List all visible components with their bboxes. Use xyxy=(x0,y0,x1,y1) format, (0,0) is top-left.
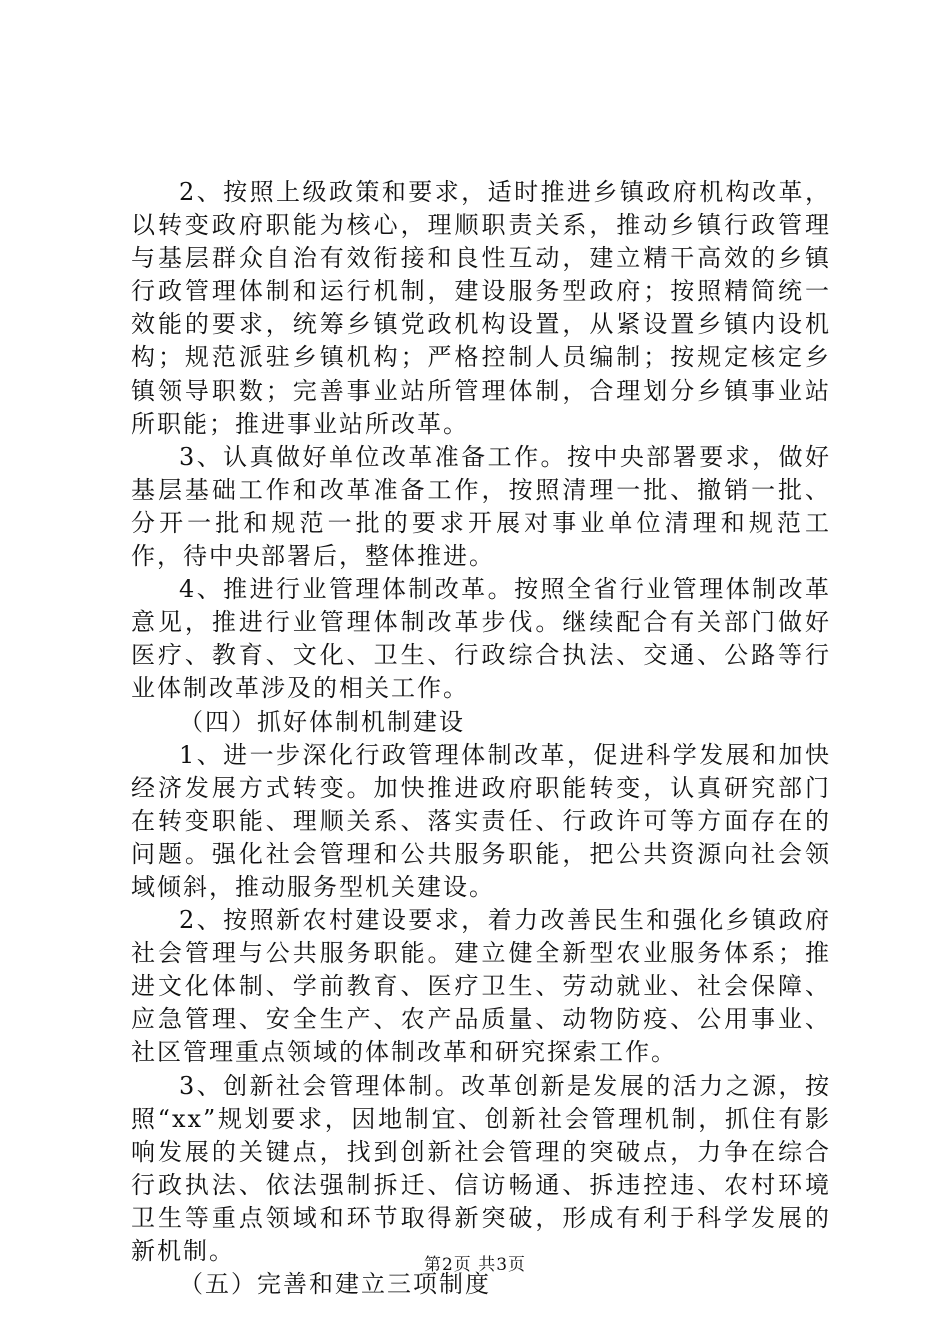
section-heading-four: （四）抓好体制机制建设 xyxy=(179,707,465,736)
paragraph-social-management: 3、创新社会管理体制。改革创新是发展的活力之源，按照“xx”规划要求，因地制宜、创新社会管理机制，抓住有影响发展的关键点，找到创新社会管理的突破点，力争在综合行政执法、依法强制拆迁、信访畅通、拆违控违、农村环境卫生等重点领域和环节取得新突破，形成有利于科学发展的新机制。 xyxy=(131,1071,831,1265)
paragraph-township-reform: 2、按照上级政策和要求，适时推进乡镇政府机构改革，以转变政府职能为核心，理顺职责关系，推动乡镇行政管理与基层群众自治有效衔接和良性互动，建立精干高效的乡镇行政管理体制和运行机制，建设服务型政府；按照精简统一效能的要求，统筹乡镇党政机构设置，从紧设置乡镇内设机构；规范派驻乡镇机构；严格控制人员编制；按规定核定乡镇领导职数；完善事业站所管理体制，合理划分乡镇事业站所职能；推进事业站所改革。 xyxy=(131,178,831,438)
section-heading-five: （五）完善和建立三项制度 xyxy=(179,1270,491,1299)
paragraph-unit-reform-prep: 3、认真做好单位改革准备工作。按中央部署要求，做好基层基础工作和改革准备工作，按照清理一批、撤销一批、分开一批和规范一批的要求开展对事业单位清理和规范工作，待中央部署后，整体推进。 xyxy=(131,442,831,571)
page-footer xyxy=(0,1250,950,1275)
paragraph-industry-reform: 4、推进行业管理体制改革。按照全省行业管理体制改革意见，推进行业管理体制改革步伐。继续配合有关部门做好医疗、教育、文化、卫生、行政综合执法、交通、公路等行业体制改革涉及的相关工作。 xyxy=(131,575,831,703)
document-body xyxy=(131,176,831,1301)
paragraph-admin-reform: 1、进一步深化行政管理体制改革，促进科学发展和加快经济发展方式转变。加快推进政府职能转变，认真研究部门在转变职能、理顺关系、落实责任、行政许可等方面存在的问题。强化社会管理和公共服务职能，把公共资源向社会领域倾斜，推动服务型机关建设。 xyxy=(131,740,831,901)
page-number: 第2页 共3页 xyxy=(423,1255,527,1275)
paragraph-rural-construction: 2、按照新农村建设要求，着力改善民生和强化乡镇政府社会管理与公共服务职能。建立健全新型农业服务体系；推进文化体制、学前教育、医疗卫生、劳动就业、社会保障、应急管理、安全生产、农产品质量、动物防疫、公用事业、社区管理重点领域的体制改革和研究探索工作。 xyxy=(131,906,831,1067)
